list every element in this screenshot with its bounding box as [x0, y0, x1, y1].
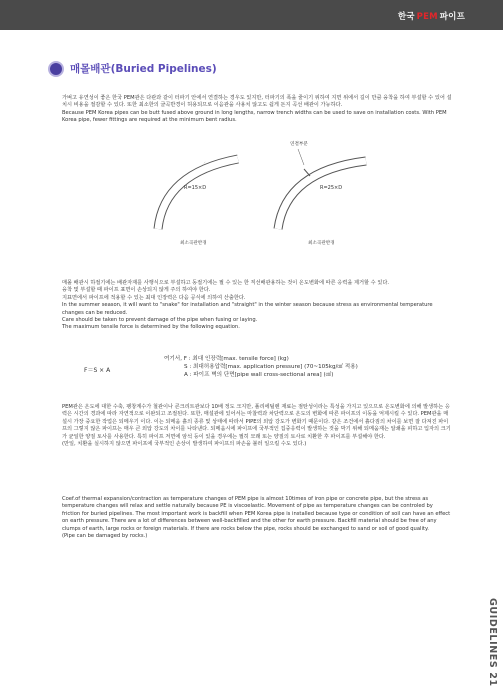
brand-pem: PEM	[416, 12, 438, 22]
section-bullet-icon	[50, 63, 62, 75]
thermal-line: Care should be taken to prevent damage of the pipe when fusing or laying.	[62, 317, 258, 324]
formula-def-a: A : 파이프 벽의 단면[pipe wall cross-sectional area] (㎠)	[184, 372, 334, 378]
page-number: 21	[487, 672, 498, 687]
radius-label-left: R=15×D	[184, 185, 207, 191]
brand-logo	[398, 10, 465, 22]
thermal-line: The maximum tensile force is determined by the following equation.	[62, 324, 240, 331]
expansion-korean	[62, 404, 452, 448]
radius-label-right: R=25×D	[320, 185, 343, 191]
formula-definitions	[164, 355, 358, 379]
thermal-paragraph	[62, 280, 452, 332]
formula-def-f: 여기서, F : 최대 인장력[max. tensile force] (kg)	[164, 356, 289, 362]
guidelines-word: GUIDELINES	[487, 598, 498, 669]
expansion-en-text: Coef.of thermal expansion/contraction as temperature changes of PEM pipe is almost 10times of iron pipe or concrete pipe, but the stress as temperature changes will relax and settle naturally because PE is viscoelastic. Movement of pipe as temperature changes can be controled by friction for buried pipelines. The most important work is backfill when PEM Korea pipe is installed because type or condition of soil can have an effect on earth pressure. There are a lot of differences between well-backfilled and the other for earth pressure. Backfill material should be free of any clumps of earth, large rocks or foreign materials. If there are rocks below the pipe, rocks should be exchanged to sand or soil of good quality.	[62, 496, 451, 532]
bent-pipe-left-drawing	[146, 143, 256, 243]
intro-paragraph	[62, 95, 452, 125]
brand-prefix: 한국	[397, 12, 415, 22]
formula-def-s: S : 최대허용압력[max. application pressure] (70~105kg/㎠ 적용)	[184, 364, 358, 370]
expansion-ko-note: (만일, 치환을 실시하지 않으면 파이프에 국부적인 손상이 발생하여 파이프의 파손을 불러 일으킬 수도 있다.)	[62, 441, 307, 448]
guidelines-label	[487, 598, 498, 687]
guidelines-side-tab	[483, 598, 503, 690]
figure-caption-left: 최소곡관반경	[180, 241, 207, 246]
expansion-en-note: (Pipe can be damaged by rocks.)	[62, 533, 148, 540]
intro-english: Because PEM Korea pipes can be butt fused above ground in long lengths, narrow trench widths can be used to save on installation costs. With PEM Korea pipe, fewer fittings are required at the minimum bent radius.	[62, 109, 447, 124]
expansion-english	[62, 496, 452, 540]
header-bar	[0, 0, 503, 30]
thermal-line: In the summer season, it will want to "snake" for installation and "straight" in the winter season because stress as environmental temperature changes can be reduced.	[62, 302, 433, 316]
figure-caption-right: 최소곡관반경	[308, 241, 335, 246]
thermal-line: 지표면에서 파이프에 적용할 수 있는 최대 인장력은 다음 공식에 의하여 산출한다.	[62, 294, 246, 301]
brand-suffix: 파이프	[439, 12, 465, 22]
thermal-line: 매몰 배관시 하절기에는 배관자재를 사행식으로 부설하고 동절기에는 필 수 있는 한 직선배관용하는 것이 온도변화에 따른 응력을 제거할 수 있다.	[62, 280, 389, 286]
formula-expression: F＝S × A	[84, 367, 111, 374]
figure-bend-left	[146, 143, 256, 246]
section-title: 매몰배관(Buried Pipelines)	[70, 63, 217, 75]
bent-pipe-right-drawing	[268, 143, 378, 243]
tensile-formula	[62, 355, 462, 387]
intro-korean: 가벼고 유연성이 좋은 한국 PEM관은 다관과 같이 터파기 안에서 연결하는 경우도 있지만, 터파기의 폭을 줄이기 위하여 지면 위에서 길이 만큼 융착을 하여 부설할 수 있어 설치시 비용을 절감할 수 있다. 또한 최소한의 굴곡반경이 허용되므로 이음관을 사용치 않고도 쉽게 돈지 곡선 배관이 가능하다.	[62, 95, 452, 109]
expansion-ko-text: PEM관은 온도에 대한 수축, 팽창계수가 철관이나 콘크리트관보다 10배 정도 크지만, 폴리에틸렌 재료는 점탄성이라는 특성을 가지고 있으므로 온도변화에 의해 발생하는 응력은 시간의 경과에 따라 자연적으로 이완되고 조절된다. 또한, 매설관에 있어서는 마찰력과 차단력으로 온도의 변화에 따른 파이프의 이동을 억제시킬 수 있다. PEM관을 매설시 가장 중요한 작업은 되메우기 이다. 이는 되메움 흙의 종류 및 상태에 따라서 PIPE의 외압 강도가 변화기 때문이다. 같은 조건에서 흙다짐의 차이를 보면 잘 다져진 파이프의 그렇지 않은 파이프는 매우 큰 외압 강도의 차이를 나타낸다. 되메움시에 파이프에 국부적인 집중응력이 발생하는 것을 막기 위해 되메움재는 알쇄을 피하고 입자의 크기가 균일한 양질 토사를 사용한다. 특히 파이프 저면에 암석 등이 있을 경우에는 필히 모래 또는 양질의 토사로 치환한 후 파이프를 부설해야 한다.	[62, 404, 451, 440]
joint-label: 연결부분	[290, 142, 308, 147]
figure-bend-right	[268, 142, 378, 246]
section-heading	[50, 61, 217, 76]
thermal-line: 융착 및 부설할 때 파이프 표면이 손상되지 않게 주의 하여야 한다.	[62, 287, 211, 294]
